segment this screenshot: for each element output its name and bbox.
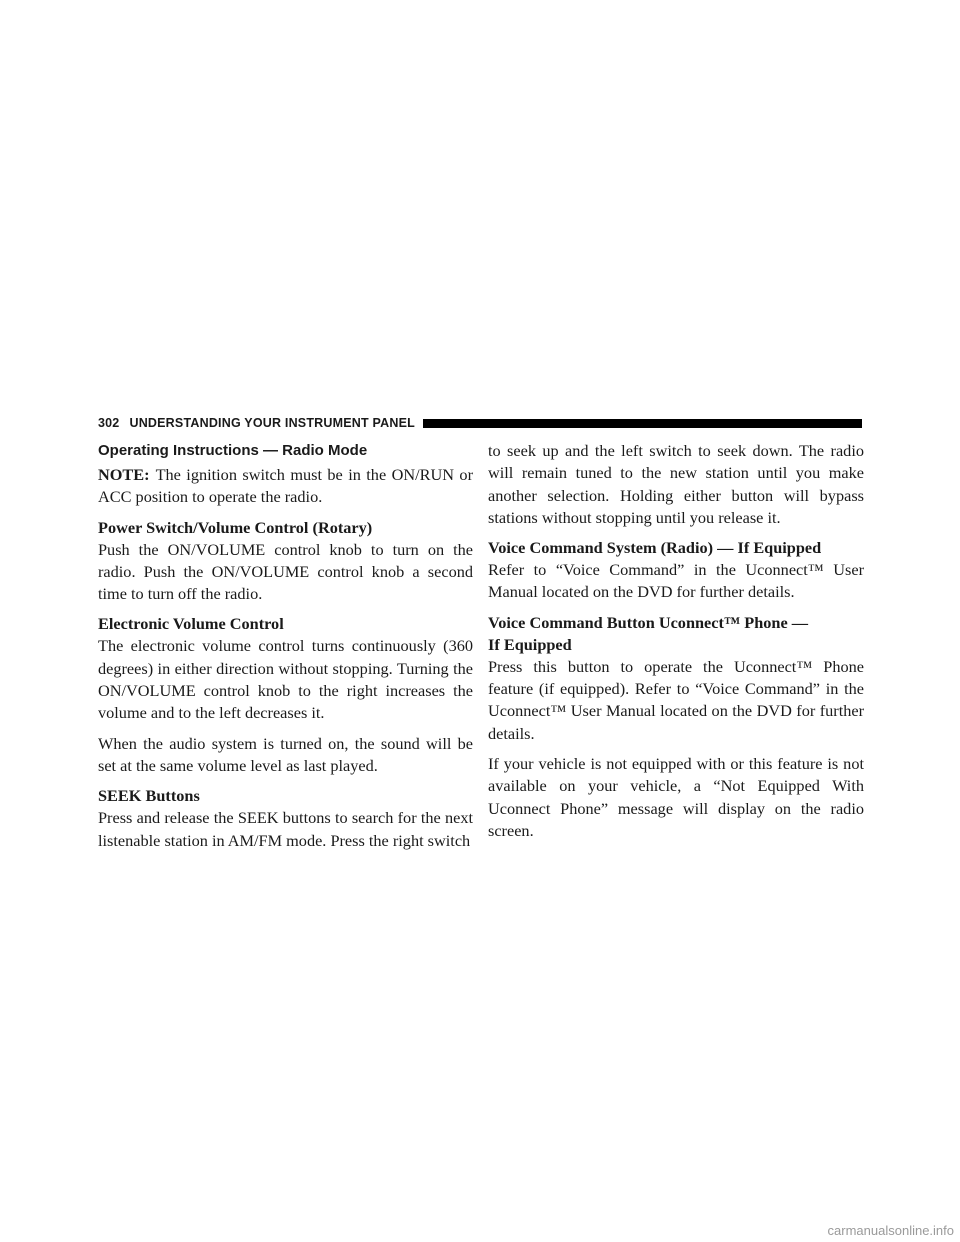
voice-command-button-text: Press this button to operate the Uconnect™ Phone feature (if equipped). Refer to “Voice Command” in the Uconnect™ User Manual located on the DVD for further details.	[488, 656, 864, 743]
seek-continued-text: to seek up and the left switch to seek down. The radio will remain tuned to the new station until you make another selection. Holding either button will bypass stations without stopping until you release it.	[488, 441, 864, 527]
seek-buttons-heading: SEEK Buttons	[98, 786, 200, 806]
note-text: The ignition switch must be in the ON/RUN or ACC position to operate the radio.	[98, 465, 473, 507]
volume-control-heading: Electronic Volume Control	[98, 614, 284, 634]
volume-control-text-2: When the audio system is turned on, the sound will be set at the same volume level as last played.	[98, 733, 473, 775]
voice-command-system-text: Refer to “Voice Command” in the Uconnect™ User Manual located on the DVD for further details.	[488, 560, 864, 602]
page-header	[98, 416, 862, 430]
voice-command-system-heading: Voice Command System (Radio) — If Equipped	[488, 538, 822, 558]
note-paragraph	[98, 464, 473, 509]
section-title: UNDERSTANDING YOUR INSTRUMENT PANEL	[129, 416, 415, 430]
page-number: 302	[98, 416, 120, 430]
watermark: carmanualsonline.info	[827, 1223, 954, 1238]
right-column	[488, 440, 864, 850]
volume-control-text: The electronic volume control turns continuously (360 degrees) in either direction without stopping. Turning the ON/VOLUME control knob to the right increases the volume and to the left decreases it.	[98, 636, 473, 723]
voice-command-button-heading-2: If Equipped	[488, 634, 572, 654]
not-equipped-text: If your vehicle is not equipped with or this feature is not available on your vehicle, a “Not Equipped With Uconnect Phone” message will display on the radio screen.	[488, 753, 864, 840]
seek-buttons-text: Press and release the SEEK buttons to search for the next listenable station in AM/FM mode. Press the right switch	[98, 808, 473, 850]
header-rule	[423, 419, 862, 428]
voice-command-button-heading: Voice Command Button Uconnect™ Phone —	[488, 612, 809, 632]
note-label: NOTE:	[98, 465, 150, 484]
power-switch-heading: Power Switch/Volume Control (Rotary)	[98, 517, 373, 537]
operating-instructions-heading: Operating Instructions — Radio Mode	[98, 442, 368, 459]
power-switch-text: Push the ON/VOLUME control knob to turn on the radio. Push the ON/VOLUME control knob a second time to turn off the radio.	[98, 539, 473, 604]
left-column	[98, 440, 473, 860]
